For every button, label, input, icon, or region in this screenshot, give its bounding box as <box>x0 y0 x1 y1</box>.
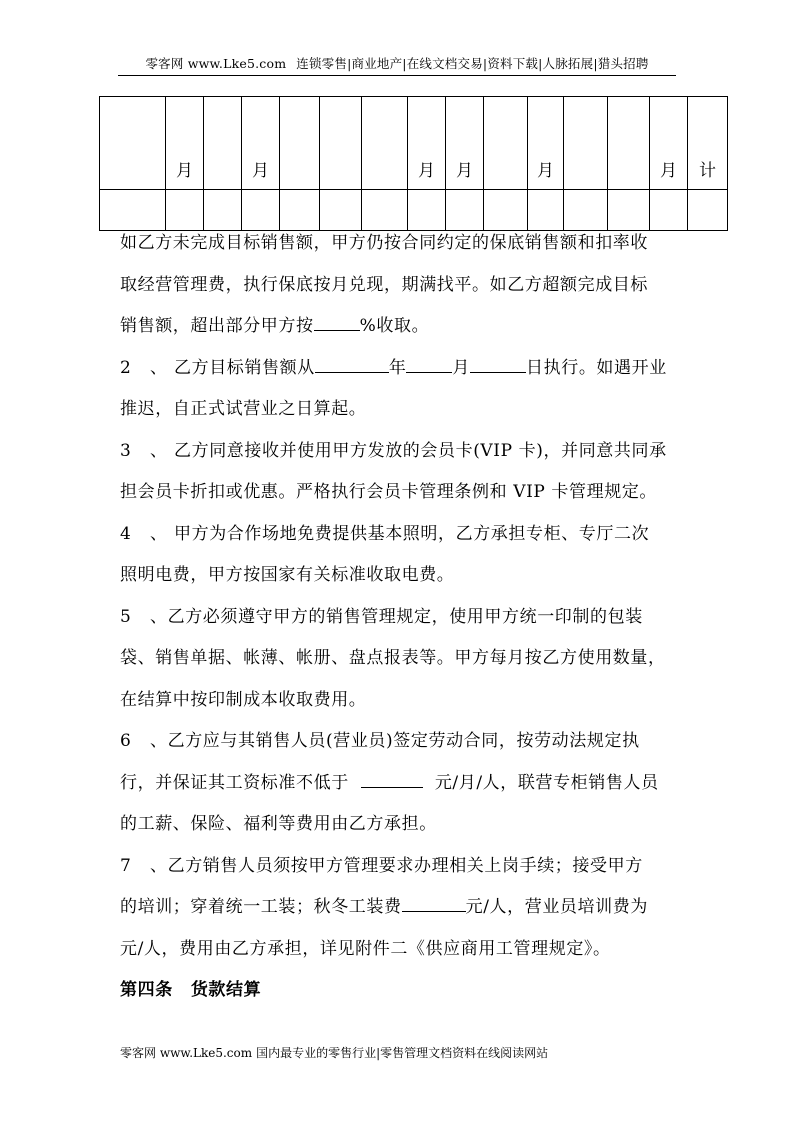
item-number: 2 <box>120 357 132 378</box>
text: 销售额，超出部分甲方按 <box>120 316 314 336</box>
text: 年 <box>388 357 407 378</box>
table-cell <box>362 97 408 190</box>
table-cell: 月 <box>650 97 688 190</box>
text: 、乙方必须遵守甲方的销售管理规定，使用甲方统一印制的包装 <box>150 606 643 627</box>
text: 行，并保证其工资标准不低于 <box>120 772 349 793</box>
header-site[interactable]: 零客网 www.Lke5.com <box>145 56 287 71</box>
text: 、乙方销售人员须按甲方管理要求办理相关上岗手续；接受甲方 <box>150 855 643 876</box>
sales-target-table <box>99 96 728 231</box>
item-4-line2: 照明电费，甲方按国家有关标准收取电费。 <box>120 565 455 585</box>
table-cell <box>608 97 650 190</box>
table-cell: 计 <box>688 97 728 190</box>
para0-line3 <box>120 306 682 348</box>
table-cell <box>204 97 242 190</box>
table-cell: 月 <box>166 97 204 190</box>
item-number: 5 <box>120 606 132 627</box>
item-2 <box>120 348 682 390</box>
item-2-line2: 推迟，自正式试营业之日算起。 <box>120 399 367 419</box>
item-3 <box>120 431 682 473</box>
item-6 <box>120 721 682 763</box>
blank-month <box>406 371 452 373</box>
item-number: 7 <box>120 855 132 876</box>
text: 甲方为合作场地免费提供基本照明，乙方承担专柜、专厅二次 <box>174 523 650 544</box>
section-title: 货款结算 <box>190 980 262 1000</box>
text: 元/人，营业员培训费为 <box>465 897 648 917</box>
table-cell <box>280 97 320 190</box>
text: 的培训；穿着统一工装；秋冬工装费 <box>120 897 402 917</box>
item-7 <box>120 846 682 888</box>
item-number: 4 <box>120 523 132 544</box>
blank-day <box>470 371 526 373</box>
item-5 <box>120 597 682 639</box>
table-cell: 月 <box>242 97 280 190</box>
item-6-line2 <box>120 763 682 805</box>
footer-tagline: 国内最专业的零售行业|零售管理文档资料在线阅读网站 <box>256 1046 549 1060</box>
table-cell: 月 <box>528 97 564 190</box>
footer-site[interactable]: 零客网 www.Lke5.com <box>120 1046 253 1060</box>
text: 月 <box>452 357 471 378</box>
table-row <box>100 97 728 190</box>
table-cell <box>320 97 362 190</box>
header-tagline: 连锁零售|商业地产|在线文档交易|资料下载|人脉拓展|猎头招聘 <box>296 56 649 71</box>
item-separator: 、 <box>150 523 168 544</box>
item-7-line2 <box>120 887 682 929</box>
blank-wage <box>361 786 423 788</box>
item-separator: 、 <box>150 357 168 378</box>
table-cell <box>100 97 166 190</box>
table-cell <box>688 190 728 231</box>
blank-percent <box>314 329 360 331</box>
text: 、乙方应与其销售人员(营业员)签定劳动合同，按劳动法规定执 <box>150 731 640 751</box>
item-5-line2: 袋、销售单据、帐薄、帐册、盘点报表等。甲方每月按乙方使用数量， <box>120 648 666 668</box>
blank-uniform-fee <box>402 910 466 912</box>
item-number: 6 <box>120 731 132 751</box>
blank-year <box>315 371 389 373</box>
item-4 <box>120 514 682 556</box>
text: 乙方同意接收并使用甲方发放的会员卡(VIP 卡)，并同意共同承 <box>174 440 667 461</box>
page-header <box>118 54 676 76</box>
para0-line1: 如乙方未完成目标销售额，甲方仍按合同约定的保底销售额和扣率收 <box>120 233 648 253</box>
para0-line2: 取经营管理费，执行保底按月兑现，期满找平。如乙方超额完成目标 <box>120 274 648 295</box>
section-number: 第四条 <box>120 980 173 1000</box>
text: 乙方目标销售额从 <box>174 357 315 378</box>
item-separator: 、 <box>150 440 168 461</box>
table-cell: 月 <box>408 97 446 190</box>
table-cell: 月 <box>446 97 484 190</box>
item-number: 3 <box>120 440 132 461</box>
contract-body <box>120 223 682 1012</box>
item-6-line3: 的工薪、保险、福利等费用由乙方承担。 <box>120 814 437 834</box>
text: 元/月/人，联营专柜销售人员 <box>434 772 659 793</box>
page-footer <box>120 1044 548 1061</box>
section-heading <box>120 970 682 1012</box>
text: 日执行。如遇开业 <box>526 357 667 378</box>
item-5-line3: 在结算中按印制成本收取费用。 <box>120 689 367 710</box>
item-3-line2: 担会员卡折扣或优惠。严格执行会员卡管理条例和 VIP 卡管理规定。 <box>120 482 658 502</box>
table-cell <box>484 97 528 190</box>
text: %收取。 <box>359 316 430 336</box>
table-cell <box>564 97 608 190</box>
item-7-line3: 元/人，费用由乙方承担，详见附件二《供应商用工管理规定》。 <box>120 938 611 959</box>
